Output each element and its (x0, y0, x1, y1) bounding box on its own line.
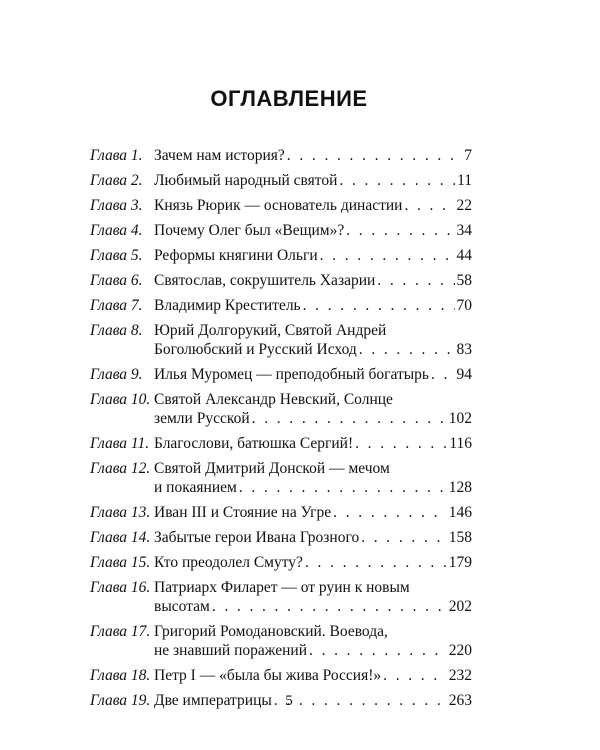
chapter-label: Глава 7. (90, 297, 143, 314)
toc-entry (90, 271, 472, 290)
chapter-title-line (154, 365, 472, 384)
chapter-label: Глава 14. (90, 529, 151, 546)
chapter-title (152, 528, 472, 547)
chapter-page-number: 58 (456, 272, 472, 289)
chapter-title (152, 434, 472, 453)
dot-leader (320, 246, 455, 265)
toc-entry (90, 390, 472, 428)
toc-entry (90, 528, 472, 547)
dot-leader (333, 503, 447, 522)
toc-entry (90, 321, 472, 359)
dot-leader (355, 434, 447, 453)
chapter-page-number: 232 (448, 667, 472, 684)
chapter-title-line (154, 340, 472, 359)
chapter-title (152, 296, 472, 315)
chapter-title-line (154, 503, 472, 522)
chapter-page-number: 70 (456, 297, 472, 314)
toc-entry (90, 171, 472, 190)
chapter-title-text: Князь Рюрик — основатель династии (154, 197, 403, 214)
chapter-page-number: 102 (448, 410, 472, 427)
chapter-title (152, 365, 472, 384)
dot-leader (339, 171, 455, 190)
chapter-title-line (154, 171, 472, 190)
chapter-label: Глава 3. (90, 197, 143, 214)
chapter-label: Глава 16. (90, 579, 151, 596)
chapter-page-number: 83 (456, 341, 472, 358)
chapter-page-number: 158 (448, 529, 472, 546)
table-of-contents (90, 146, 472, 716)
chapter-page-number: 94 (456, 366, 472, 383)
toc-entry (90, 622, 472, 660)
chapter-page-number: 44 (456, 247, 472, 264)
toc-entry (90, 146, 472, 165)
chapter-title-line (154, 641, 472, 660)
toc-entry (90, 578, 472, 616)
dot-leader (239, 478, 447, 497)
chapter-title (152, 146, 472, 165)
chapter-label: Глава 18. (90, 667, 151, 684)
chapter-title-line (154, 666, 472, 685)
chapter-title (152, 578, 472, 616)
toc-entry (90, 246, 472, 265)
chapter-title-text: Илья Муромец — преподобный богатырь (154, 366, 429, 383)
dot-leader (252, 409, 447, 428)
chapter-page-number: 146 (448, 504, 472, 521)
dot-leader (431, 365, 455, 384)
dot-leader (361, 528, 447, 547)
chapter-title-text: Забытые герои Ивана Грозного (154, 529, 360, 546)
chapter-title-line (154, 146, 472, 165)
chapter-title (152, 196, 472, 215)
chapter-title (152, 171, 472, 190)
chapter-page-number: 22 (456, 197, 472, 214)
chapter-title-text: Благослови, батюшка Сергий! (154, 435, 354, 452)
chapter-title-text: Почему Олег был «Вещим»? (154, 222, 345, 239)
page-title: ОГЛАВЛЕНИЕ (210, 86, 368, 111)
chapter-title-text: высотам (154, 598, 210, 615)
chapter-label: Глава 8. (90, 322, 143, 339)
chapter-title-text: Боголюбский и Русский Исход (154, 341, 357, 358)
toc-entry (90, 296, 472, 315)
chapter-title-line: Святой Александр Невский, Солнце (154, 391, 393, 408)
toc-entry (90, 459, 472, 497)
chapter-title-text: Кто преодолел Смуту? (154, 554, 303, 571)
chapter-title-text: не знавший поражений (154, 642, 308, 659)
dot-leader (359, 340, 455, 359)
chapter-page-number: 11 (457, 172, 472, 189)
chapter-label: Глава 2. (90, 172, 143, 189)
toc-entry (90, 365, 472, 384)
chapter-title-line (154, 221, 472, 240)
chapter-title (152, 553, 472, 572)
chapter-title-line (154, 196, 472, 215)
chapter-title-text: Петр I — «была бы жива Россия!» (154, 667, 382, 684)
chapter-title (152, 221, 472, 240)
toc-entry (90, 553, 472, 572)
chapter-label: Глава 4. (90, 222, 143, 239)
chapter-title-line (154, 597, 472, 616)
chapter-label: Глава 6. (90, 272, 143, 289)
chapter-title-line: Святой Дмитрий Донской — мечом (154, 460, 390, 477)
chapter-title-text: Владимир Креститель (154, 297, 301, 314)
chapter-title-line (154, 528, 472, 547)
chapter-title-line: Юрий Долгорукий, Святой Андрей (154, 322, 387, 339)
chapter-label: Глава 12. (90, 460, 151, 477)
chapter-title-text: Святослав, сокрушитель Хазарии (154, 272, 376, 289)
chapter-title-line (154, 434, 472, 453)
chapter-title-text: Реформы княгини Ольги (154, 247, 318, 264)
chapter-label: Глава 9. (90, 366, 143, 383)
dot-leader (212, 597, 447, 616)
chapter-title-text: Зачем нам история? (154, 147, 285, 164)
chapter-label: Глава 1. (90, 147, 143, 164)
chapter-page-number: 116 (449, 435, 472, 452)
chapter-page-number: 128 (448, 479, 472, 496)
chapter-title-line (154, 478, 472, 497)
dot-leader (287, 146, 462, 165)
chapter-label: Глава 17. (90, 623, 151, 640)
dot-leader (404, 196, 454, 215)
chapter-label: Глава 19. (90, 692, 151, 709)
chapter-title (152, 271, 472, 290)
chapter-page-number: 202 (448, 598, 472, 615)
chapter-page-number: 179 (448, 554, 472, 571)
chapter-title-line (154, 246, 472, 265)
chapter-page-number: 7 (464, 147, 472, 164)
chapter-page-number: 34 (456, 222, 472, 239)
chapter-title (152, 459, 472, 497)
chapter-title (152, 666, 472, 685)
page-number: 5 (285, 693, 293, 709)
chapter-title-line (154, 409, 472, 428)
chapter-title-line (154, 296, 472, 315)
chapter-title-text: Любимый народный святой (154, 172, 338, 189)
toc-entry (90, 196, 472, 215)
chapter-title (152, 321, 472, 359)
toc-entry (90, 503, 472, 522)
chapter-label: Глава 13. (90, 504, 151, 521)
chapter-title-text: Две императрицы (154, 692, 272, 709)
dot-leader (383, 666, 447, 685)
chapter-page-number: 263 (448, 692, 472, 709)
dot-leader (305, 553, 447, 572)
chapter-title-line: Патриарх Филарет — от руин к новым (154, 579, 410, 596)
chapter-title-line (154, 553, 472, 572)
chapter-title-line (154, 271, 472, 290)
toc-entry (90, 666, 472, 685)
chapter-title (152, 503, 472, 522)
chapter-label: Глава 15. (90, 554, 151, 571)
chapter-label: Глава 10. (90, 391, 151, 408)
chapter-title-text: и покаянием (154, 479, 237, 496)
chapter-title (152, 622, 472, 660)
chapter-label: Глава 11. (90, 435, 150, 452)
chapter-title-line: Григорий Ромодановский. Воевода, (154, 623, 388, 640)
chapter-title-text: Иван III и Стояние на Угре (154, 504, 332, 521)
dot-leader (309, 641, 447, 660)
chapter-page-number: 220 (448, 642, 472, 659)
chapter-label: Глава 5. (90, 247, 143, 264)
toc-entry (90, 221, 472, 240)
dot-leader (377, 271, 454, 290)
dot-leader (346, 221, 454, 240)
chapter-title-text: земли Русской (154, 410, 250, 427)
toc-entry (90, 434, 472, 453)
dot-leader (303, 296, 455, 315)
chapter-title (152, 390, 472, 428)
chapter-title (152, 246, 472, 265)
